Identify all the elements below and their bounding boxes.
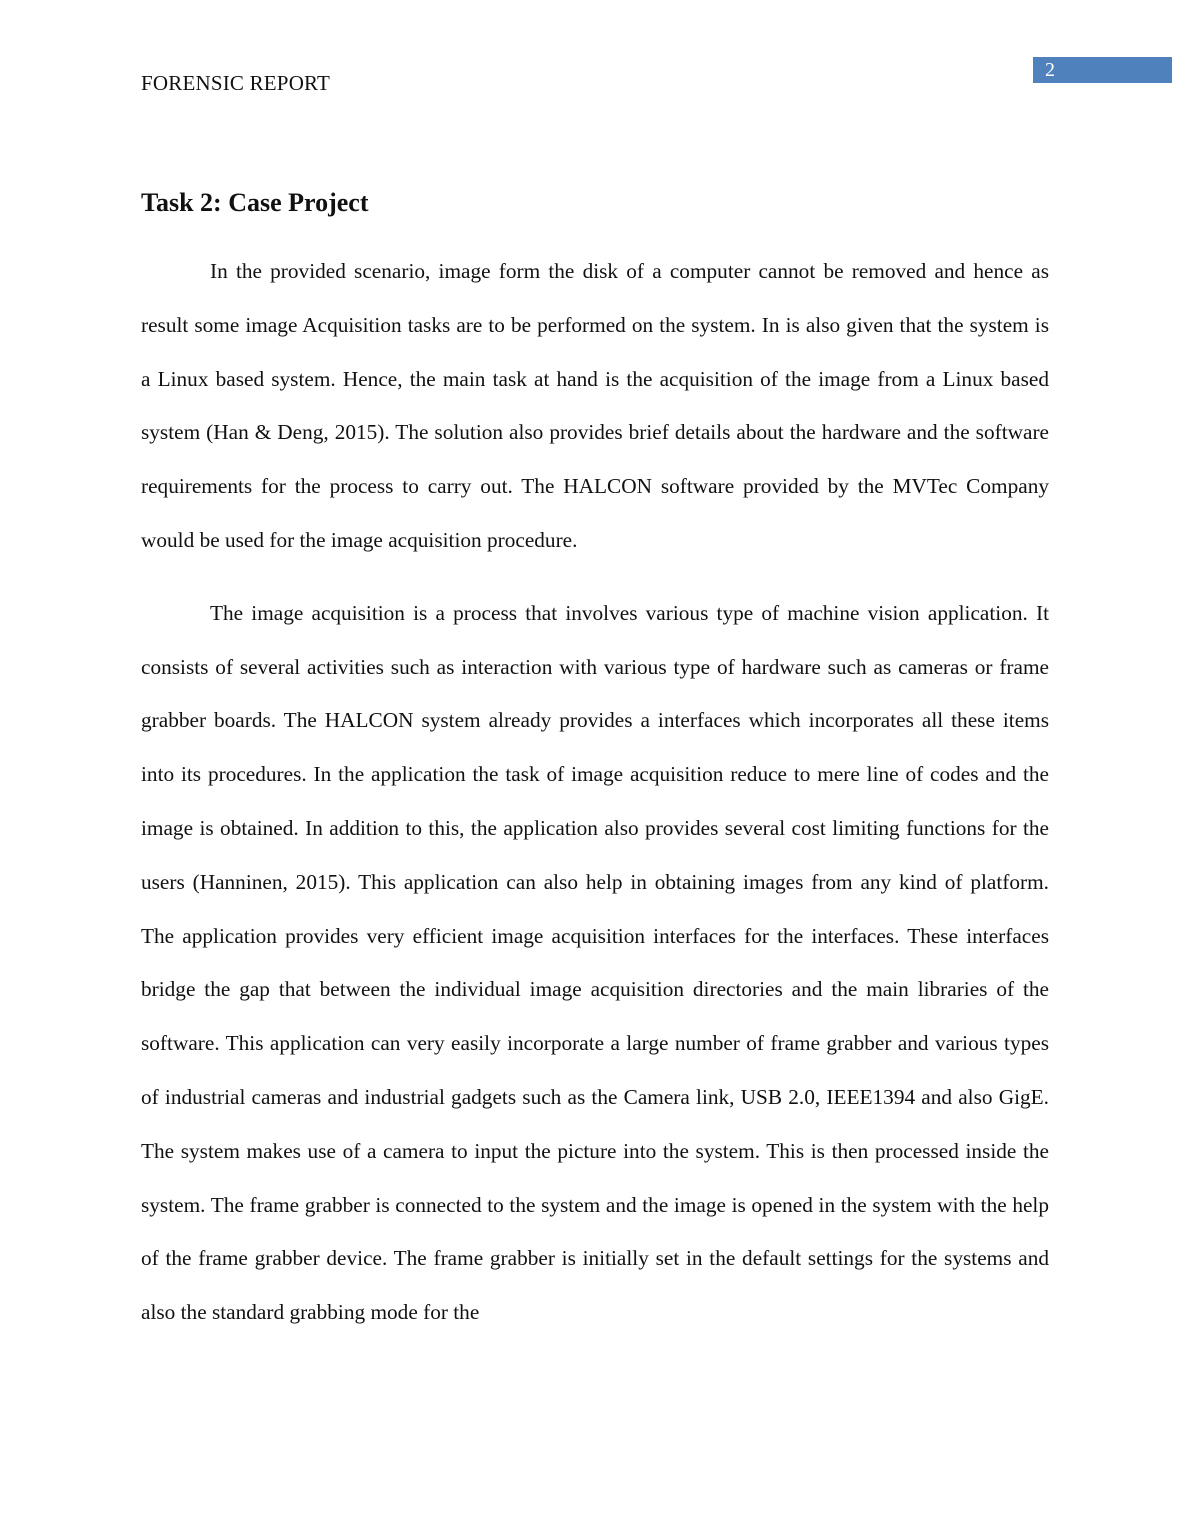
section-heading: Task 2: Case Project	[141, 188, 369, 217]
document-body	[141, 186, 1049, 1359]
page-number-bar	[1033, 57, 1172, 83]
running-head: FORENSIC REPORT	[141, 71, 331, 95]
paragraph-2: The image acquisition is a process that involves various type of machine vision application. It consists of several activities such as interaction with various type of hardware such as cameras or frame grabber boards. The HALCON system already provides a interfaces which incorporates all these items into its procedures. In the application the task of image acquisition reduce to mere line of codes and the image is obtained. In addition to this, the application also provides several cost limiting functions for the users (Hanninen, 2015). This application can also help in obtaining images from any kind of platform. The application provides very efficient image acquisition interfaces for the interfaces. These interfaces bridge the gap that between the individual image acquisition directories and the main libraries of the software. This application can very easily incorporate a large number of frame grabber and various types of industrial cameras and industrial gadgets such as the Camera link, USB 2.0, IEEE1394 and also GigE. The system makes use of a camera to input the picture into the system. This is then processed inside the system. The frame grabber is connected to the system and the image is opened in the system with the help of the frame grabber device. The frame grabber is initially set in the default settings for the systems and also the standard grabbing mode for the	[141, 600, 1049, 1325]
paragraph-1: In the provided scenario, image form the disk of a computer cannot be removed and hence as result some image Acquisition tasks are to be performed on the system. In is also given that the system is a Linux based system. Hence, the main task at hand is the acquisition of the image from a Linux based system (Han & Deng, 2015). The solution also provides brief details about the hardware and the software requirements for the process to carry out. The HALCON software provided by the MVTec Company would be used for the image acquisition procedure.	[141, 259, 1049, 552]
page-number: 2	[1045, 59, 1055, 81]
